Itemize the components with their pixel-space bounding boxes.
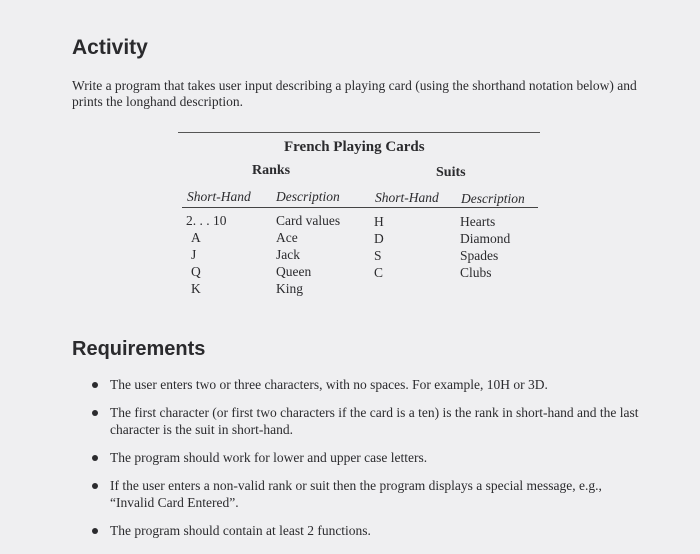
requirement-text: If the user enters a non-valid rank or suit then the program displays a special message, e.g., “Invalid Card Entered”. bbox=[110, 478, 602, 510]
table-header-rule bbox=[182, 207, 538, 208]
table-cell: K bbox=[191, 281, 201, 296]
table-cell: Ace bbox=[276, 230, 298, 245]
table-cell: H bbox=[374, 214, 384, 229]
activity-heading: Activity bbox=[72, 36, 148, 59]
bullet-icon bbox=[92, 528, 98, 534]
ranks-group-label: Ranks bbox=[252, 163, 291, 178]
table-cell: S bbox=[374, 248, 382, 263]
suits-group-label: Suits bbox=[436, 165, 466, 180]
suit-shorthand-column bbox=[374, 213, 384, 281]
rank-shorthand-column bbox=[186, 212, 227, 297]
rank-description-column bbox=[276, 212, 340, 297]
requirements-heading: Requirements bbox=[72, 338, 206, 360]
table-cell: Q bbox=[191, 264, 201, 279]
table-cell: 2. . . 10 bbox=[186, 213, 227, 228]
table-cell: Diamond bbox=[460, 231, 511, 246]
list-item bbox=[88, 376, 648, 393]
table-cell: Queen bbox=[276, 264, 312, 279]
table-title: French Playing Cards bbox=[284, 139, 425, 155]
requirement-text: The first character (or first two characters if the card is a ten) is the rank in short-hand and the last character is the suit in short-hand. bbox=[110, 405, 639, 437]
table-cell: King bbox=[276, 281, 303, 296]
table-cell: Hearts bbox=[460, 214, 496, 229]
requirement-text: The user enters two or three characters, with no spaces. For example, 10H or 3D. bbox=[110, 377, 548, 392]
table-cell: J bbox=[191, 247, 197, 262]
suit-description-column bbox=[460, 213, 510, 281]
table-top-rule bbox=[178, 132, 540, 133]
table-cell: Jack bbox=[276, 247, 300, 262]
table-cell: Clubs bbox=[460, 265, 492, 280]
activity-intro: Write a program that takes user input describing a playing card (using the shorthand notation below) and prints the longhand description. bbox=[72, 78, 637, 109]
list-item bbox=[88, 477, 648, 511]
suit-shorthand-header: Short-Hand bbox=[375, 190, 439, 205]
bullet-icon bbox=[92, 382, 98, 388]
list-item bbox=[88, 449, 648, 466]
bullet-icon bbox=[92, 410, 98, 416]
rank-description-header: Description bbox=[276, 189, 340, 204]
table-cell: Spades bbox=[460, 248, 499, 263]
list-item bbox=[88, 404, 648, 438]
suit-description-header: Description bbox=[461, 191, 525, 206]
requirement-text: The program should work for lower and upper case letters. bbox=[110, 450, 428, 465]
table-cell: C bbox=[374, 265, 384, 280]
requirement-text: The program should contain at least 2 functions. bbox=[110, 523, 371, 538]
requirements-list bbox=[88, 376, 648, 550]
bullet-icon bbox=[92, 483, 98, 489]
table-cell: A bbox=[191, 230, 201, 245]
rank-shorthand-header: Short-Hand bbox=[187, 189, 251, 204]
bullet-icon bbox=[92, 455, 98, 461]
table-cell: D bbox=[374, 231, 384, 246]
list-item bbox=[88, 522, 648, 539]
table-cell: Card values bbox=[276, 213, 341, 228]
